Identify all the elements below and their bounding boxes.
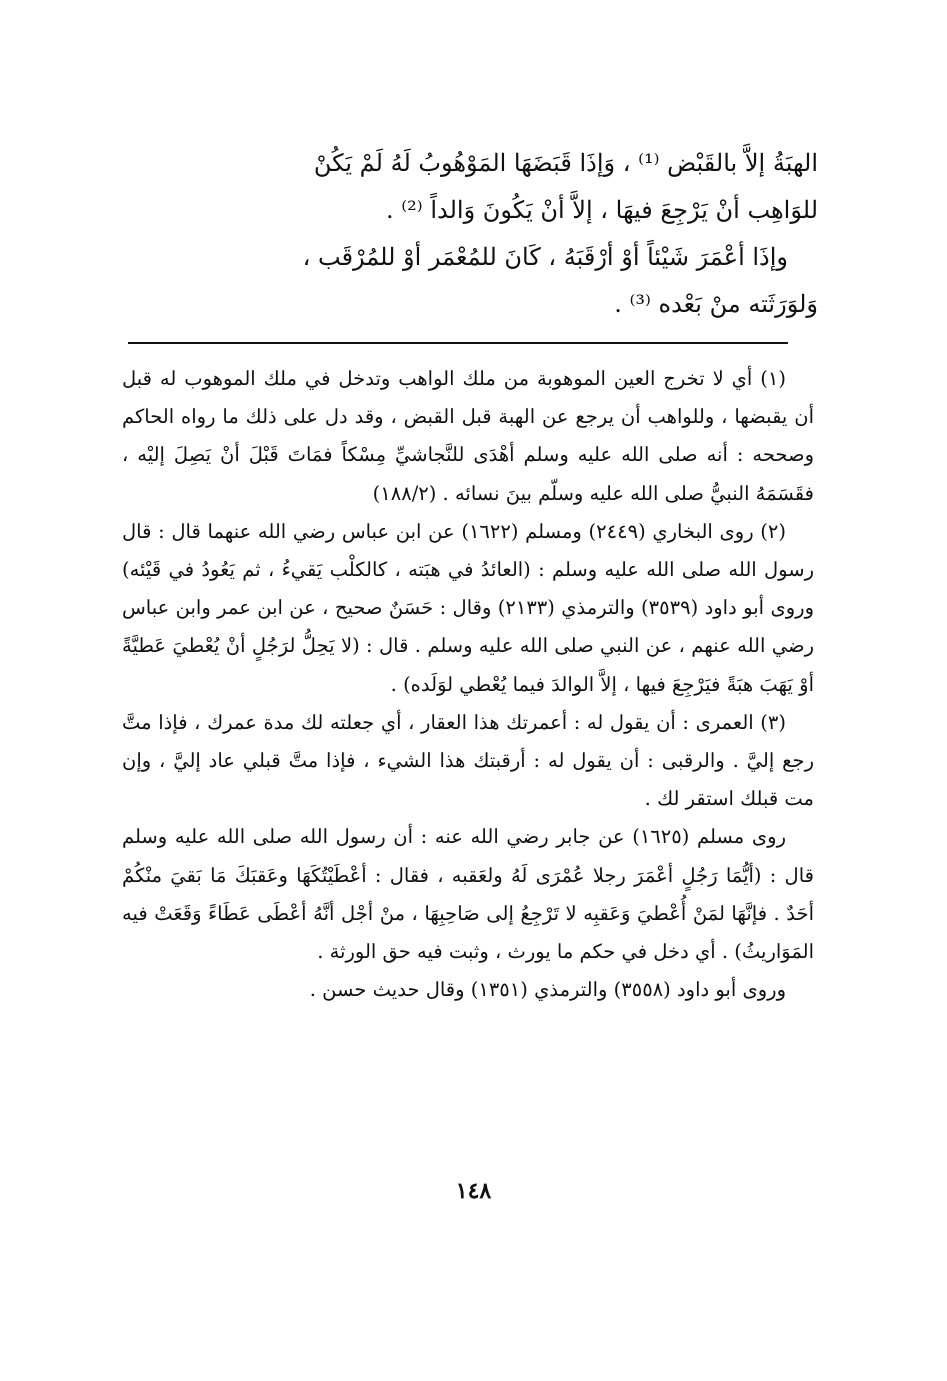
footnote-3: (٣) العمرى : أن يقول له : أعمرتك هذا العقار ، أي جعلته لك مدة عمرك ، فإذا متَّ رجع إليَّ . والرقبى : أن يقول له : أرقبتك هذا الشيء ، فإذا متَّ قبلي عاد إليَّ ، وإن مت قبلك استقر لك .	[122, 710, 814, 811]
footnote-2: (٢) روى البخاري (٢٤٤٩) ومسلم (١٦٢٢) عن ابن عباس رضي الله عنهما قال : قال رسول الله صلى الله عليه وسلم : (العائدُ في هبَته ، كالكلْب يَقيءُ ، ثم يَعُودُ في قَيْئه) وروى أبو داود (٣٥٣٩) والترمذي (٢١٣٣) وقال : حَسَنٌ صحيح ، عن ابن عمر وابن عباس رضي الله عنهم ، عن النبي صلى الله عليه وسلم . قال : (لا يَحِلُّ لرَجُلٍ أنْ يُعْطيَ عَطيَّةً أوْ يَهَبَ هبَةً فيَرْجِعَ فيها ، إلاَّ الوالدَ فيما يُعْطي لوَلَده) .	[122, 519, 815, 696]
footnote-3-reference: وروى أبو داود (٣٥٥٨) والترمذي (١٣٥١) وقال حديث حسن .	[309, 978, 786, 1002]
main-text-line: وَلوَرَثَته منْ بَعْده ⁽³⁾ .	[614, 290, 818, 318]
main-text	[118, 140, 818, 328]
main-text-line: الهبَةُ إلاَّ بالقَبْض ⁽¹⁾ ، وَإذَا قَبَضَهَا المَوْهُوبُ لَهُ لَمْ يَكُنْ	[313, 149, 818, 177]
footnote-1: (١) أي لا تخرج العين الموهوبة من ملك الواهب وتدخل في ملك الموهوب له قبل أن يقبضها ، وللواهب أن يرجع عن الهبة قبل القبض ، وقد دل على ذلك ما رواه الحاكم وصححه : أنه صلى الله عليه وسلم أهْدَى للنَّجاشيِّ مِسْكاً فمَاتَ قَبْلَ أنْ يَصِلَ إليْه ، فقَسَمَهُ النبيُّ صلى الله عليه وسلّم بينَ نسائه . (١٨٨/٢)	[122, 367, 814, 505]
footnote-3-hadith: روى مسلم (١٦٢٥) عن جابر رضي الله عنه : أن رسول الله صلى الله عليه وسلم قال : (أيُّمَا رَجُلٍ أعْمَرَ رجلا عُمْرَى لَهُ ولعَقبه ، فقال : أعْطَيْتُكَهَا وعَقبَكَ مَا بَقيَ منْكُمْ أحَدٌ . فإنَّهَا لمَنْ أُعْطيَ وَعَقبِه لا تَرْجِعُ إلى صَاحِبِهَا ، منْ أجْل أنَّهُ أعْطَى عَطَاءً وَقَعَتْ فيه المَوَاريثُ) . أي دخل في حكم ما يورث ، وثبت فيه حق الورثة .	[122, 825, 814, 964]
main-text-line: للوَاهِب أنْ يَرْجِعَ فيهَا ، إلاَّ أنْ يَكُونَ وَالداً ⁽²⁾ .	[386, 196, 818, 224]
footnotes	[122, 360, 814, 1009]
main-text-line: وإذَا أعْمَرَ شَيْئاً أوْ أرْقَبَهُ ، كَانَ للمُعْمَر أوْ للمُرْقَب ،	[302, 243, 788, 271]
page-number: ١٤٨	[455, 1178, 492, 1204]
footnote-divider	[128, 342, 788, 344]
